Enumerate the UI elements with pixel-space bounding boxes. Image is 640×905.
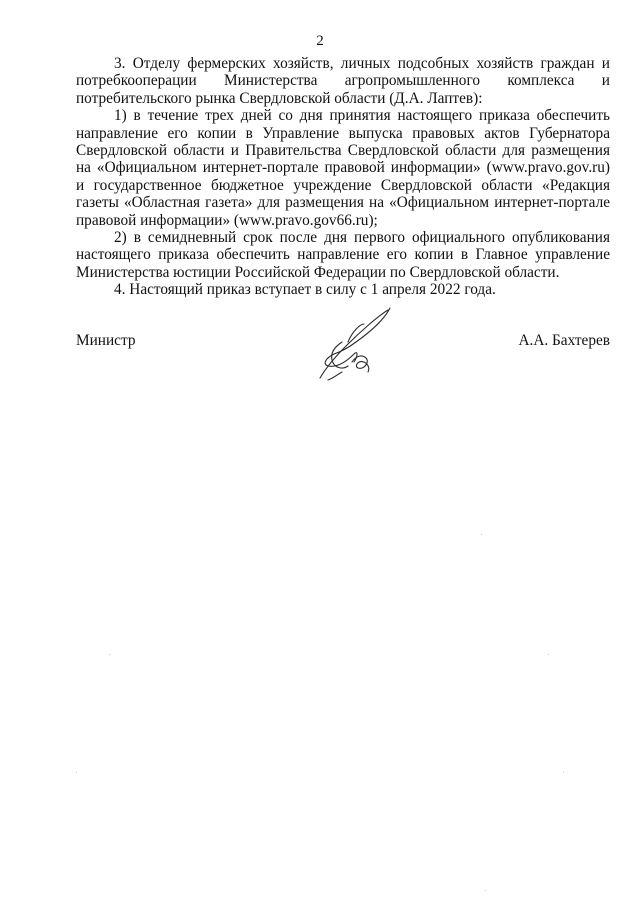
scan-speck [563,772,564,773]
paragraph-3: 3. Отделу фермерских хозяйств, личных подсобных хозяйств граждан и потребкооперации Министерства агропромышленного комплекса и потребительского рынка Свердловской области (Д.А. Лаптев): [76,55,610,107]
scan-speck [109,654,110,655]
signatory-name: А.А. Бахтерев [518,332,610,349]
document-body [76,55,610,299]
paragraph-3-item-1: 1) в течение трех дней со дня принятия настоящего приказа обеспечить направление его копии в Управление выпуска правовых актов Губернатора Свердловской области и Правительства Свердловской области для размещения на «Официальном интернет-портале правовой информации» (www.pravo.gov.ru) и государственное бюджетное учреждение Свердловской области «Редакция газеты «Областная газета» для размещения на «Официальном интернет-портале правовой информации» (www.pravo.gov66.ru); [76,107,610,229]
handwritten-signature [308,302,398,388]
scan-speck [548,654,549,655]
scan-speck [76,772,77,773]
scan-speck [485,890,486,891]
page-number: 2 [316,33,324,49]
signatory-title: Министр [76,332,136,349]
paragraph-4: 4. Настоящий приказ вступает в силу с 1 апреля 2022 года. [114,281,496,299]
scan-speck [481,534,482,535]
paragraph-3-item-2: 2) в семидневный срок после дня первого официального опубликования настоящего приказа обеспечить направление его копии в Главное управление Министерства юстиции Российской Федерации по Свердловской области. [76,229,610,281]
